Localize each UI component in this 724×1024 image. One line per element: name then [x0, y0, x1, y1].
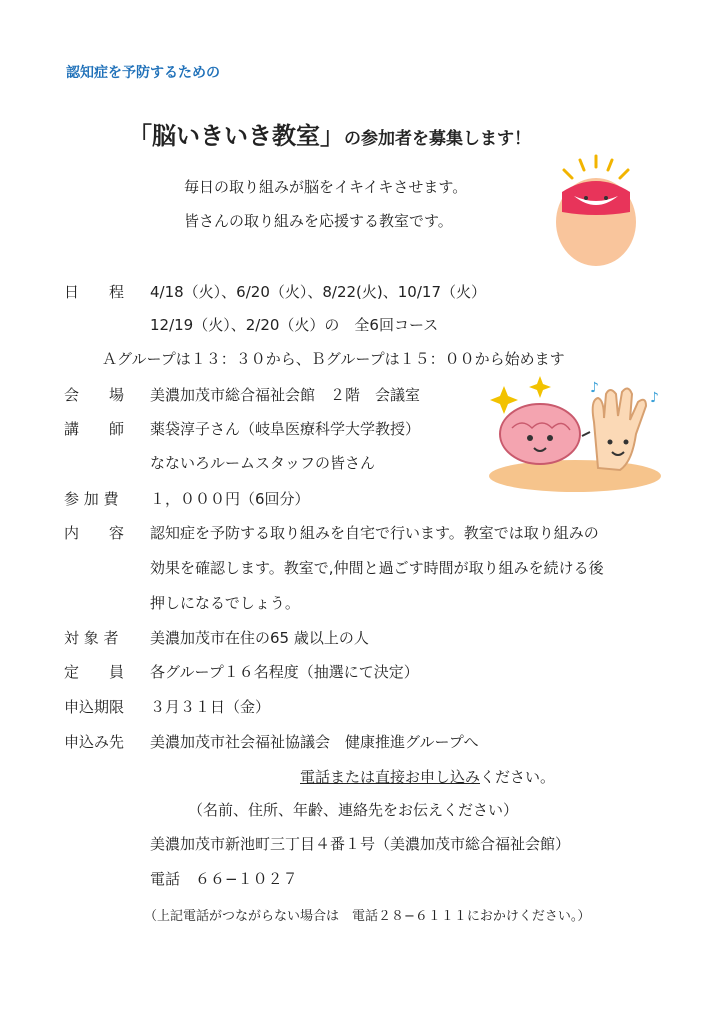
- lead-line-1: 毎日の取り組みが脳をイキイキさせます。: [184, 178, 468, 196]
- content-line-3: 押しになるでしょう。: [150, 594, 300, 612]
- title-sub: の参加者を募集します！: [344, 129, 531, 149]
- deadline-label: 申込期限: [64, 698, 125, 716]
- apply-address: 美濃加茂市新池町三丁目４番１号（美濃加茂市総合福祉会館）: [150, 835, 571, 853]
- venue-value: 美濃加茂市総合福祉会館 ２階 会議室: [150, 386, 421, 404]
- target-value: 美濃加茂市在住の65 歳以上の人: [150, 629, 369, 647]
- fee-value: １，０００円（6回分）: [150, 490, 310, 508]
- schedule-dates-1: 4/18（火）、6/20（火）、8/22(火)、10/17（火）: [150, 283, 486, 301]
- lecturer-label: 講 師: [64, 420, 125, 438]
- page-title: [128, 116, 531, 151]
- capacity-value: 各グループ１６名程度（抽選にて決定）: [150, 663, 419, 681]
- target-label: 対 象 者: [64, 629, 119, 647]
- content-line-2: 効果を確認します。教室で,仲間と過ごす時間が取り組みを続ける後: [150, 559, 604, 577]
- schedule-label: 日 程: [64, 283, 125, 301]
- apply-how-underlined: 電話または直接お申し込み: [300, 768, 481, 786]
- content-label: 内 容: [64, 524, 125, 542]
- apply-phone: 電話 ６６−１０２７: [150, 870, 298, 888]
- lead-line-2: 皆さんの取り組みを応援する教室です。: [184, 212, 453, 230]
- tagline: 認知症を予防するための: [66, 65, 220, 81]
- lecturer-value-2: なないろルームスタッフの皆さん: [150, 454, 376, 472]
- venue-label: 会 場: [64, 386, 125, 404]
- schedule-groups: Ａグループは１３：３０から、Ｂグループは１５：００から始めます: [102, 350, 565, 368]
- apply-org: 美濃加茂市社会福祉協議会 健康推進グループへ: [150, 733, 479, 751]
- svg-text:♪: ♪: [590, 380, 599, 396]
- apply-how-end: ください。: [480, 768, 556, 786]
- lecturer-value-1: 薬袋淳子さん（岐阜医療科学大学教授）: [150, 420, 421, 438]
- apply-how: [300, 766, 555, 787]
- title-main: 「脳いきいき教室」: [128, 122, 344, 150]
- apply-info: （名前、住所、年齢、連絡先をお伝えください）: [188, 801, 519, 819]
- brain-hand-illustration: [486, 372, 664, 496]
- apply-label: 申込み先: [64, 733, 125, 751]
- apply-alt-phone: （上記電話がつながらない場合は 電話２８−６１１１におかけください。）: [144, 909, 591, 924]
- deadline-value: ３月３１日（金）: [150, 698, 271, 716]
- svg-text:♪: ♪: [650, 390, 659, 406]
- fee-label: 参 加 費: [64, 490, 119, 508]
- content-line-1: 認知症を予防する取り組みを自宅で行います。教室では取り組みの: [150, 524, 599, 542]
- schedule-dates-2: 12/19（火）、2/20（火）の 全6回コース: [150, 316, 439, 334]
- capacity-label: 定 員: [64, 663, 125, 681]
- happy-head-illustration: [548, 152, 644, 274]
